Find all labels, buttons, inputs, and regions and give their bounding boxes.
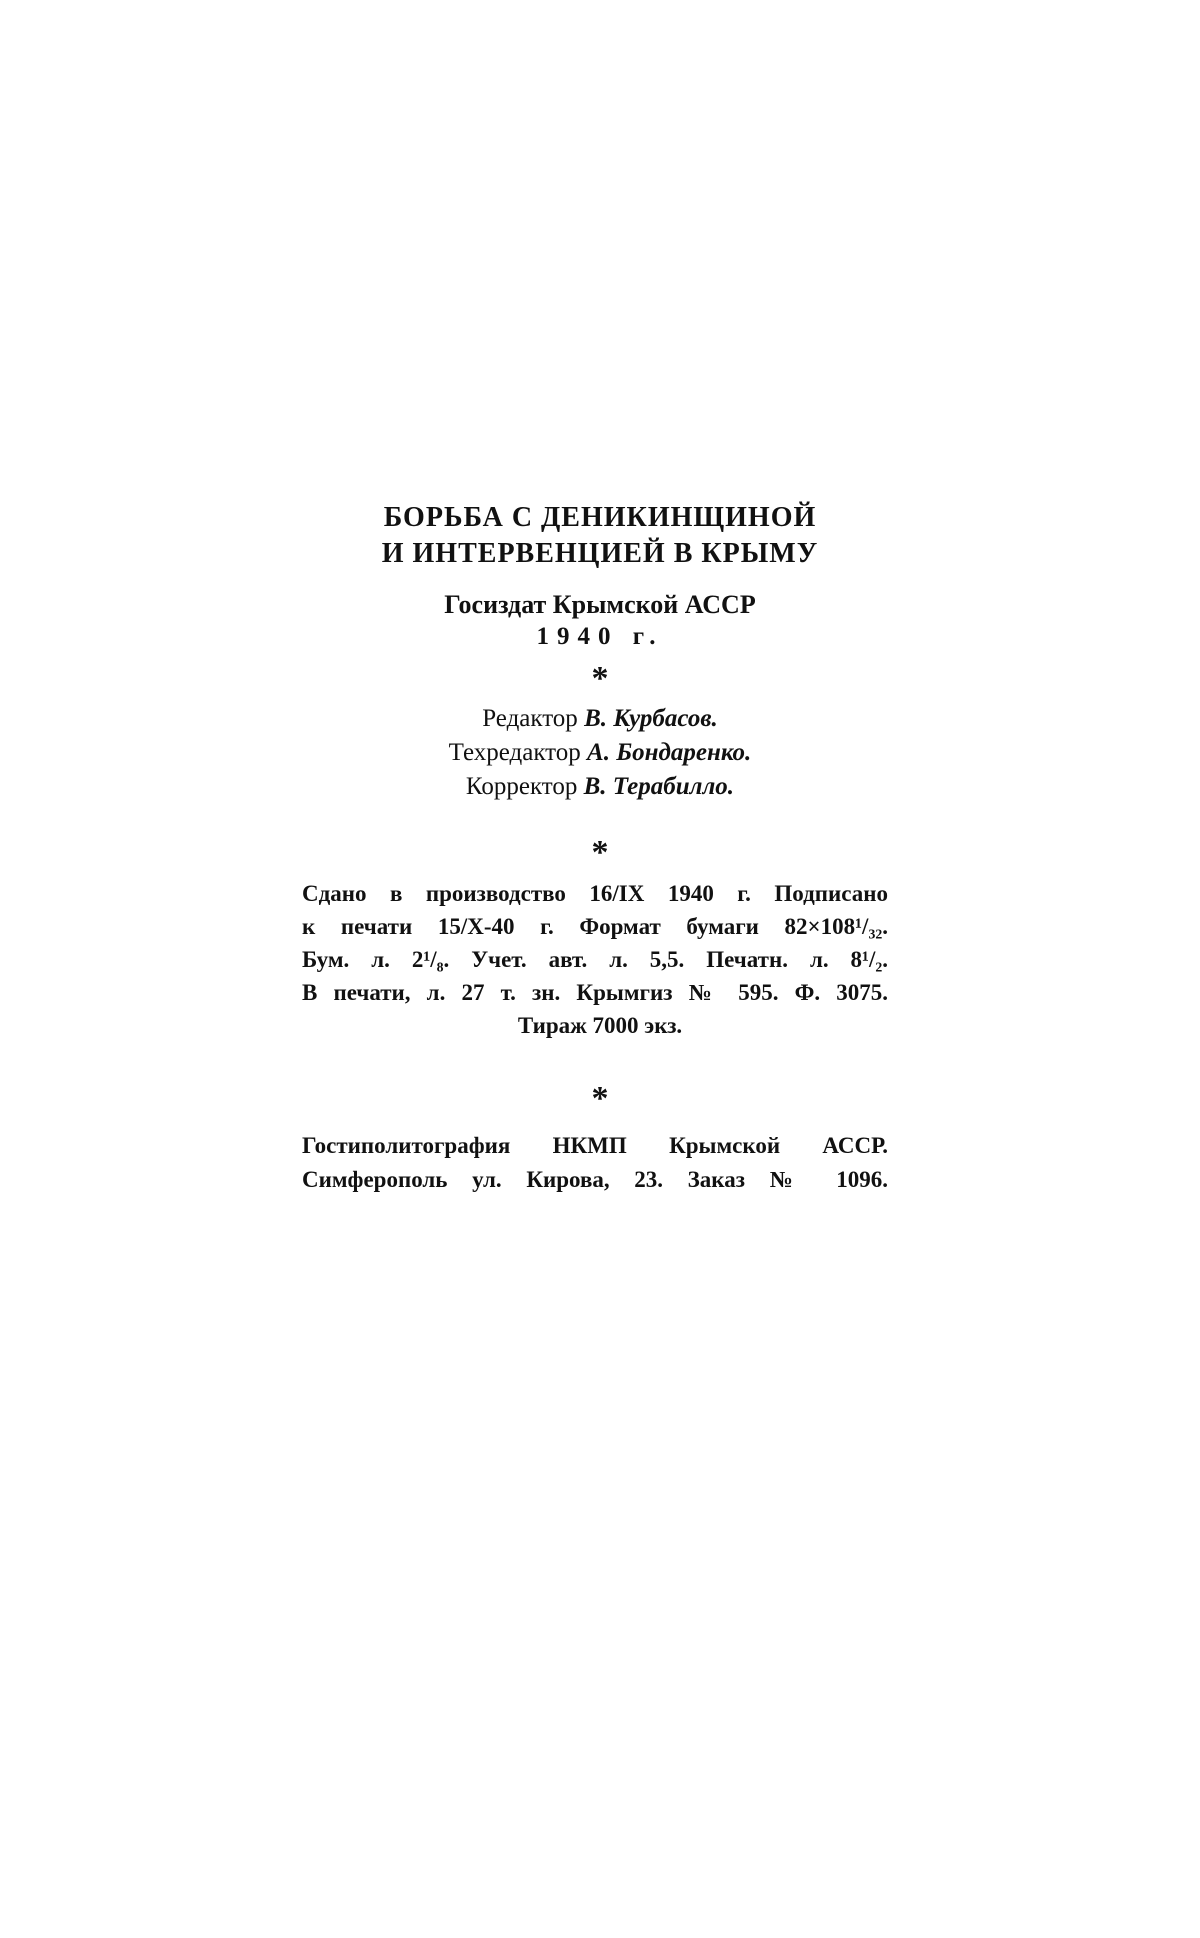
credit-name: А. Бондаренко. xyxy=(587,739,752,766)
separator-star-1: * xyxy=(591,660,609,697)
credit-role: Корректор xyxy=(465,773,578,800)
printer-line-1: Гостиполитография НКМП Крымской АССР. xyxy=(302,1133,888,1158)
print-info-line-3: Бум. л. 2¹/₈. Учет. авт. л. 5,5. Печатн. л. 8¹/₂. xyxy=(302,947,888,972)
credit-name: В. Курбасов. xyxy=(584,705,718,732)
printer-line-2: Симферополь ул. Кирова, 23. Заказ № 1096. xyxy=(302,1167,888,1192)
publisher: Госиздат Крымской АССР xyxy=(444,590,756,619)
credit-role: Редактор xyxy=(482,705,578,732)
print-info-line-2: к печати 15/X-40 г. Формат бумаги 82×108¹/₃₂. xyxy=(302,914,888,939)
book-title-line-2: И ИНТЕРВЕНЦИЕЙ В КРЫМУ xyxy=(381,538,819,569)
print-info-line-4: В печати, л. 27 т. зн. Крымгиз № 595. Ф. 3075. xyxy=(302,980,888,1005)
print-info-line-5: Тираж 7000 экз. xyxy=(517,1013,683,1038)
separator-star-2: * xyxy=(591,834,609,871)
credit-editor xyxy=(0,706,1200,731)
credit-tech-editor xyxy=(0,740,1200,765)
book-title-line-1: БОРЬБА С ДЕНИКИНЩИНОЙ xyxy=(383,502,817,533)
credit-name: В. Терабилло. xyxy=(583,773,735,800)
credit-proofreader xyxy=(0,774,1200,799)
separator-star-3: * xyxy=(591,1080,609,1117)
credit-role: Техредактор xyxy=(448,739,581,766)
publication-year: 1940 г. xyxy=(536,623,664,650)
print-info-line-1: Сдано в производство 16/IX 1940 г. Подписано xyxy=(302,881,888,906)
